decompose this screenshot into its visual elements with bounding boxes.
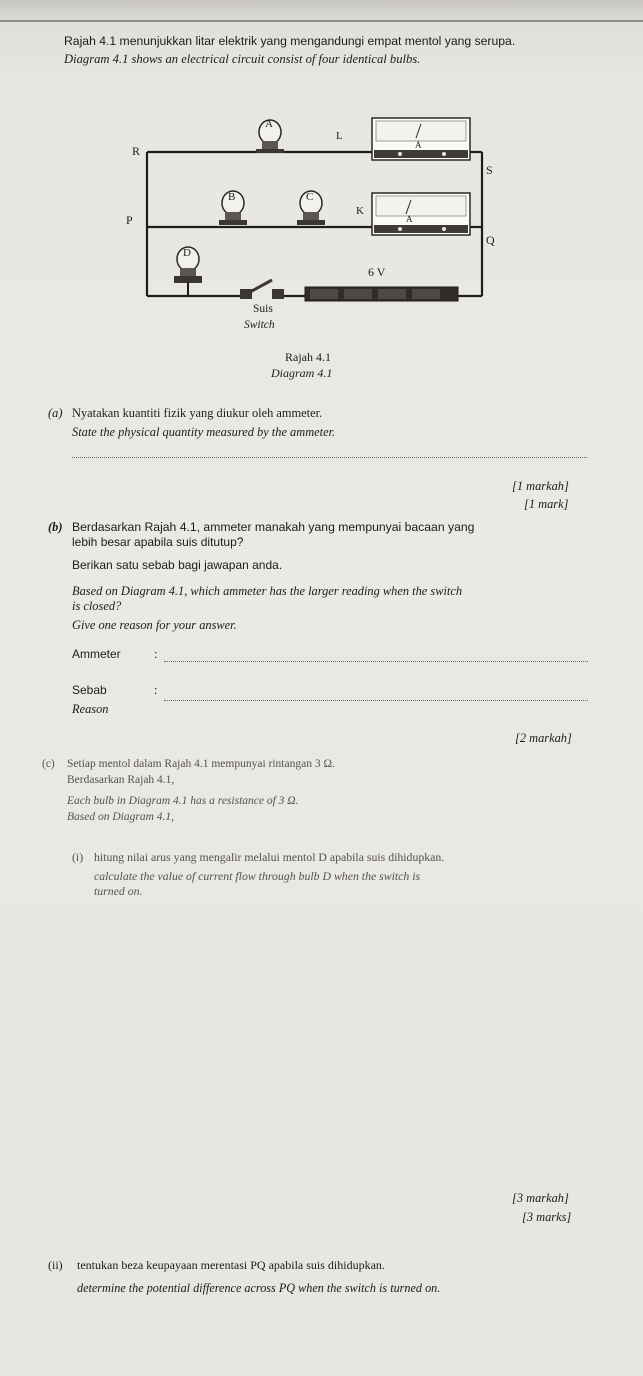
part-c-text-english-2: Based on Diagram 4.1,	[67, 811, 175, 823]
part-a-marks-malay: [1 markah]	[512, 479, 569, 493]
part-c-text-malay-1: Setiap mentol dalam Rajah 4.1 mempunyai rintangan 3 Ω.	[67, 758, 335, 770]
part-c-text-malay-2: Berdasarkan Rajah 4.1,	[67, 774, 175, 786]
part-c-ii-label: (ii)	[48, 1258, 63, 1272]
node-s-label: S	[486, 163, 493, 177]
part-a-marks-english: [1 mark]	[524, 497, 569, 511]
part-c-ii-question-english: determine the potential difference across PQ when the switch is turned on.	[77, 1281, 441, 1295]
sebab-label: Sebab	[72, 683, 107, 697]
ammeter-answer-label: Ammeter	[72, 647, 121, 661]
part-b-question-malay-3: Berikan satu sebab bagi jawapan anda.	[72, 558, 283, 572]
part-a-question-english: State the physical quantity measured by the ammeter.	[72, 425, 336, 439]
part-c-i-marks-malay: [3 markah]	[512, 1191, 569, 1205]
switch-label-english: Switch	[244, 319, 275, 331]
node-q-label: Q	[486, 233, 495, 247]
part-b-question-english-2: is closed?	[72, 599, 122, 613]
part-c-text-english-1: Each bulb in Diagram 4.1 has a resistance of 3 Ω.	[67, 795, 299, 807]
switch-icon	[240, 280, 284, 299]
part-b-question-english-1: Based on Diagram 4.1, which ammeter has the larger reading when the switch	[72, 584, 463, 598]
battery-icon	[305, 287, 458, 301]
part-a-answer-line[interactable]	[72, 457, 587, 458]
bulb-b-label: B	[228, 191, 236, 203]
bulb-c-label: C	[306, 191, 314, 203]
node-r-label: R	[132, 144, 141, 158]
part-c-ii-question-malay: tentukan beza keupayaan merentasi PQ apabila suis dihidupkan.	[77, 1258, 385, 1272]
reason-answer-line[interactable]	[164, 700, 588, 701]
part-b-question-english-3: Give one reason for your answer.	[72, 618, 237, 632]
part-a-question-malay: Nyatakan kuantiti fizik yang diukur oleh ammeter.	[72, 406, 323, 420]
ammeter-l-symbol: A	[415, 140, 422, 150]
part-b-marks-malay: [2 markah]	[515, 731, 572, 745]
battery-voltage-label: 6 V	[368, 265, 386, 279]
diagram-caption-english: Diagram 4.1	[271, 366, 333, 380]
reason-label: Reason	[72, 702, 109, 716]
intro-malay: Rajah 4.1 menunjukkan litar elektrik yang mengandungi empat mentol yang serupa.	[64, 34, 516, 48]
switch-label-malay: Suis	[253, 303, 273, 315]
ammeter-k-label: K	[356, 205, 364, 217]
part-b-label: (b)	[48, 520, 63, 534]
part-b-question-malay-1: Berdasarkan Rajah 4.1, ammeter manakah yang mempunyai bacaan yang	[72, 520, 475, 534]
part-c-i-marks-english: [3 marks]	[522, 1210, 572, 1224]
ammeter-l-label: L	[336, 130, 343, 142]
part-a-label: (a)	[48, 406, 63, 420]
ammeter-k-icon	[372, 193, 470, 235]
bulb-a-label: A	[265, 118, 273, 130]
part-c-i-question-english-2: turned on.	[94, 884, 143, 898]
circuit-diagram	[0, 0, 643, 400]
part-c-i-label: (i)	[72, 850, 84, 864]
ammeter-l-icon	[372, 118, 470, 160]
intro-english: Diagram 4.1 shows an electrical circuit consist of four identical bulbs.	[64, 52, 421, 66]
ammeter-answer-colon: :	[154, 647, 158, 661]
diagram-caption-malay: Rajah 4.1	[285, 350, 331, 364]
sebab-answer-colon: :	[154, 683, 158, 697]
bulb-d-label: D	[183, 247, 191, 259]
part-c-i-question-malay: hitung nilai arus yang mengalir melalui mentol D apabila suis dihidupkan.	[94, 850, 445, 864]
ammeter-k-symbol: A	[406, 214, 413, 224]
part-c-label: (c)	[42, 758, 55, 770]
ammeter-answer-line[interactable]	[164, 661, 588, 662]
node-p-label: P	[126, 213, 133, 227]
part-c-i-question-english-1: calculate the value of current flow through bulb D when the switch is	[94, 869, 421, 883]
part-b-question-malay-2: lebih besar apabila suis ditutup?	[72, 535, 244, 549]
